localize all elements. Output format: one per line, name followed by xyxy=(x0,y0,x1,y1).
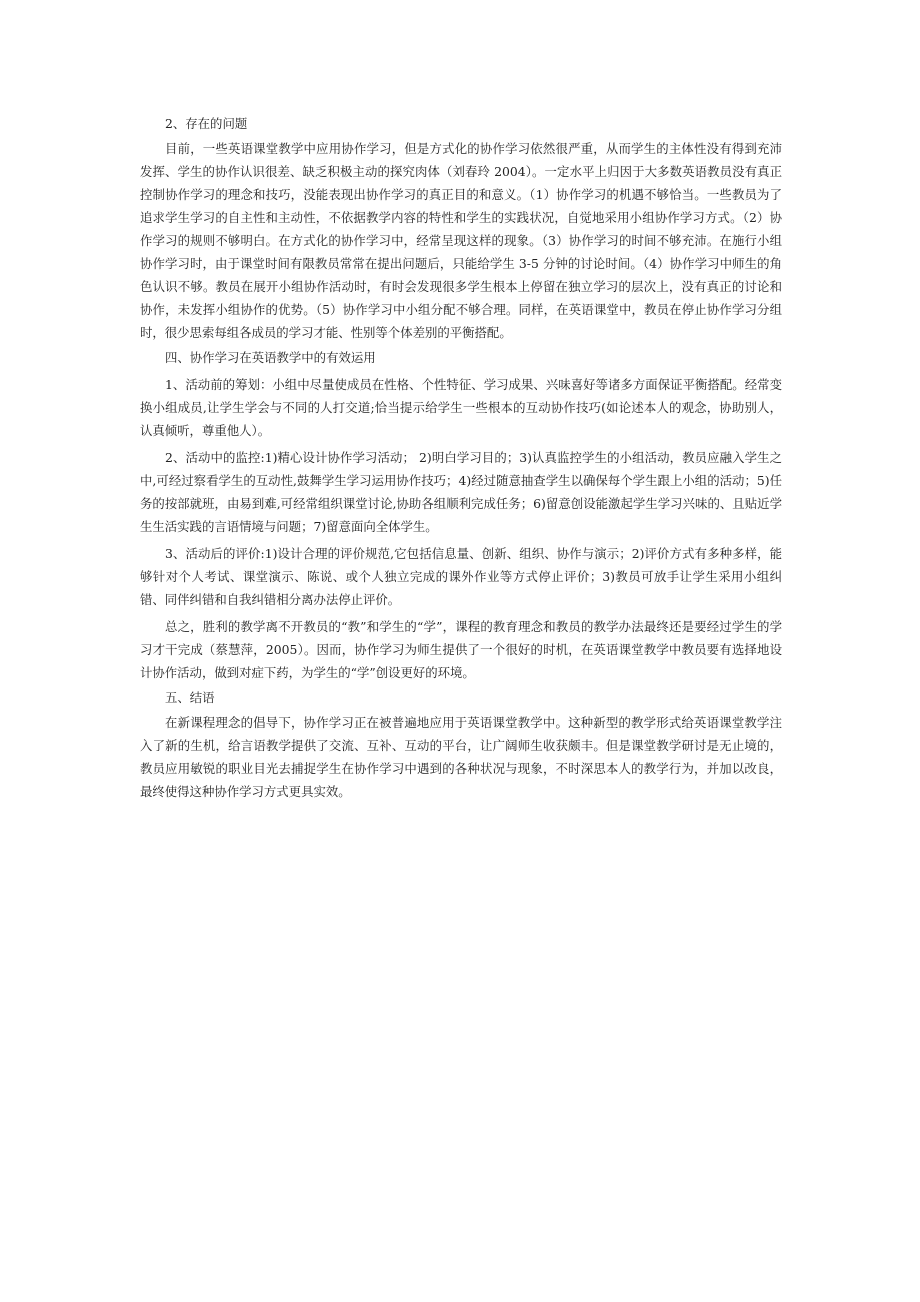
paragraph-summary: 总之，胜利的教学离不开教员的“教”和学生的“学”，课程的教育理念和教员的教学办法最终还是要经过学生的学习才干完成（蔡慧萍，2005）。因而，协作学习为师生提供了一个很好的时机，在英语课堂教学中教员要有选择地设计协作活动，做到对症下药，为学生的“学”创设更好的环境。 xyxy=(140,619,782,680)
paragraph-during-activity: 2、活动中的监控:1)精心设计协作学习活动； 2)明白学习目的；3)认真监控学生的小组活动，教员应融入学生之中,可经过察看学生的互动性,鼓舞学生学习运用协作技巧；4)经过随意抽查学生以确保每个学生跟上小组的活动；5)任务的按部就班，由易到难,可经常组织课堂讨论,协助各组顺利完成任务；6)留意创设能激起学生学习兴味的、且贴近学生生活实践的言语情境与问题；7)留意面向全体学生。 xyxy=(140,450,782,534)
section-heading-effective-use: 四、协作学习在英语教学中的有效运用 xyxy=(165,350,376,365)
paragraph-problems: 目前，一些英语课堂教学中应用协作学习，但是方式化的协作学习依然很严重，从而学生的主体性没有得到充沛发挥、学生的协作认识很差、缺乏积极主动的探究肉体（刘春玲 2004）。一定水平上归因于大多数英语教员没有真正控制协作学习的理念和技巧，没能表现出协作学习的真正目的和意义。（1）协作学习的机遇不够恰当。一些教员为了追求学生学习的自主性和主动性，不依据教学内容的特性和学生的实践状况，自觉地采用小组协作学习方式。（2）协作学习的规则不够明白。在方式化的协作学习中，经常呈现这样的现象。（3）协作学习的时间不够充沛。在施行小组协作学习时，由于课堂时间有限教员常常在提出问题后，只能给学生 3-5 分钟的讨论时间。（4）协作学习中师生的角色认识不够。教员在展开小组协作活动时，有时会发现很多学生根本上停留在独立学习的层次上，没有真正的讨论和协作，未发挥小组协作的优势。（5）协作学习中小组分配不够合理。同样，在英语课堂中，教员在停止协作学习分组时，很少思索每组各成员的学习才能、性别等个体差别的平衡搭配。 xyxy=(140,141,782,340)
document-body xyxy=(140,110,782,805)
paragraph-conclusion: 在新课程理念的倡导下，协作学习正在被普遍地应用于英语课堂教学中。这种新型的教学形式给英语课堂教学注入了新的生机，给言语教学提供了交流、互补、互动的平台，让广阔师生收获颇丰。但是课堂教学研讨是无止境的，教员应用敏锐的职业目光去捕捉学生在协作学习中遇到的各种状况与现象，不时深思本人的教学行为，并加以改良，最终使得这种协作学习方式更具实效。 xyxy=(140,715,782,799)
paragraph-after-activity: 3、活动后的评价:1)设计合理的评价规范,它包括信息量、创新、组织、协作与演示；2)评价方式有多种多样，能够针对个人考试、课堂演示、陈说、或个人独立完成的课外作业等方式停止评价；3)教员可放手让学生采用小组纠错、同伴纠错和自我纠错相分离办法停止评价。 xyxy=(140,546,782,607)
section-heading-problems: 2、存在的问题 xyxy=(165,116,248,131)
section-heading-conclusion: 五、结语 xyxy=(165,690,215,705)
paragraph-before-activity: 1、活动前的筹划：小组中尽量使成员在性格、个性特征、学习成果、兴味喜好等诸多方面保证平衡搭配。经常变换小组成员,让学生学会与不同的人打交道;恰当提示给学生一些根本的互动协作技巧(如论述本人的观念，协助别人，认真倾听，尊重他人）。 xyxy=(140,377,782,438)
